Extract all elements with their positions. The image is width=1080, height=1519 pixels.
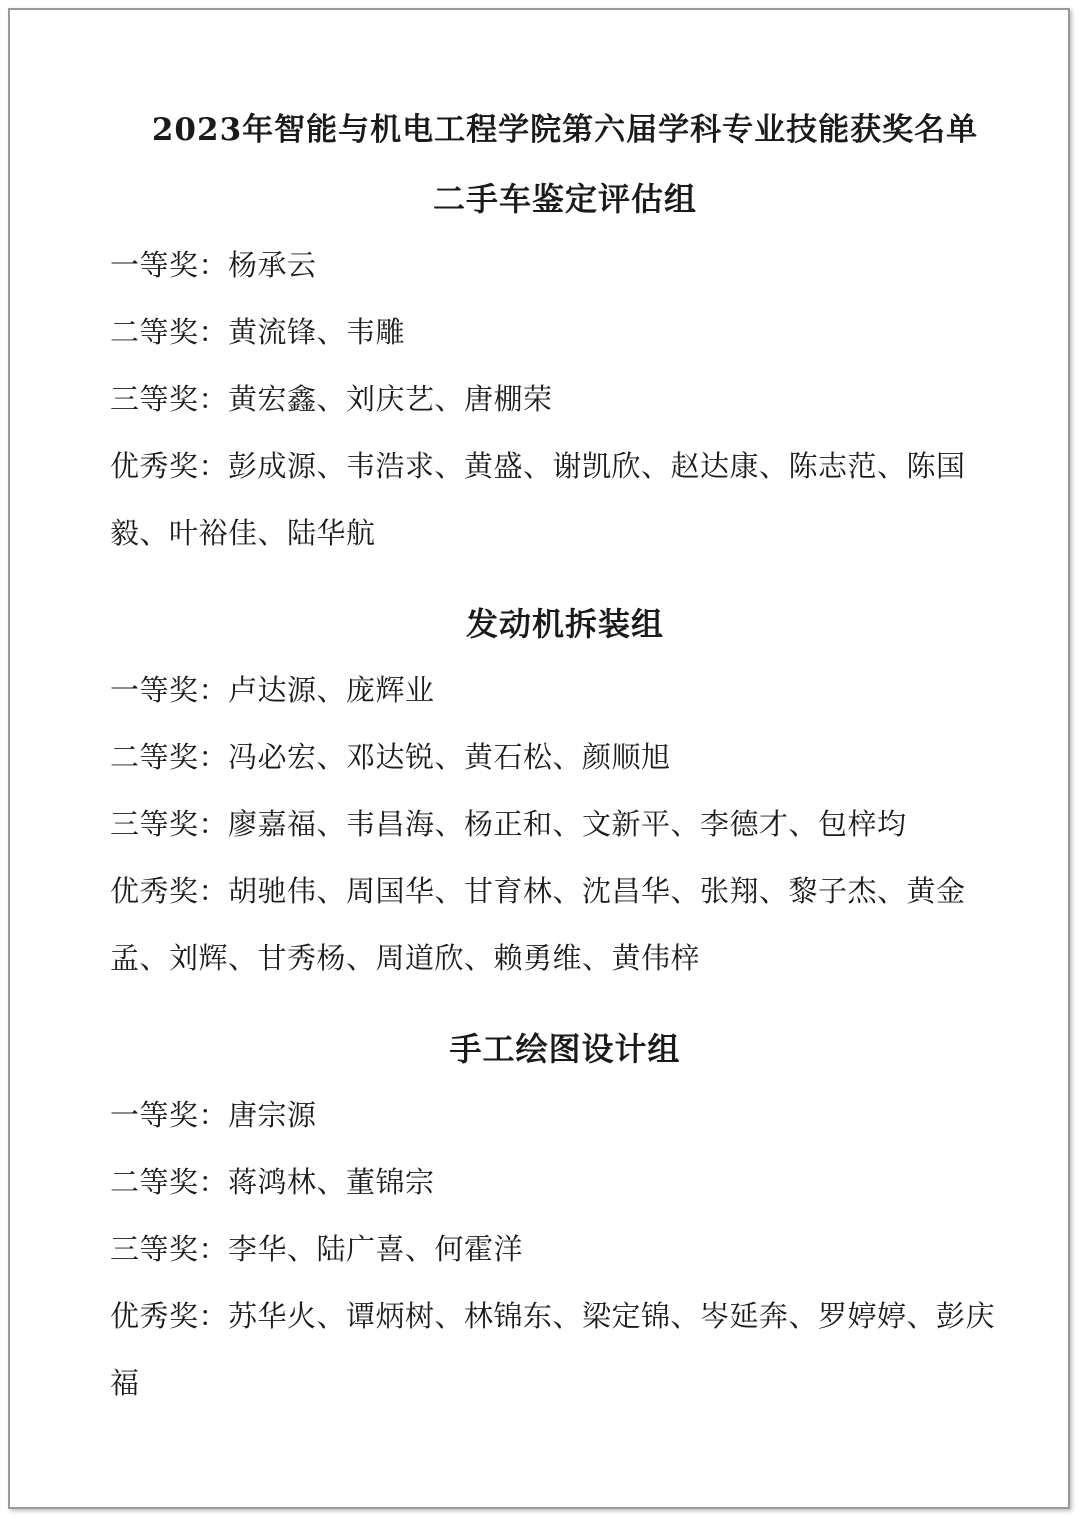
award-label: 二等奖： — [110, 315, 229, 349]
award-second-prize — [110, 299, 1020, 366]
award-names: 冯必宏、邓达锐、黄石松、颜顺旭 — [228, 740, 671, 774]
award-label: 优秀奖： — [110, 1299, 229, 1333]
section-hand-drawing-design — [110, 1026, 1020, 1417]
award-second-prize — [110, 1149, 1020, 1216]
section-title: 二手车鉴定评估组 — [432, 180, 697, 218]
award-label: 三等奖： — [110, 807, 229, 841]
award-first-prize — [110, 232, 1020, 299]
award-label: 优秀奖： — [110, 449, 229, 483]
section-engine-assembly — [110, 601, 1020, 992]
document-page — [8, 8, 1070, 1509]
award-excellence-prize — [110, 858, 1020, 992]
award-label: 三等奖： — [110, 382, 229, 416]
award-label: 二等奖： — [110, 740, 229, 774]
award-names: 李华、陆广喜、何霍洋 — [228, 1232, 524, 1266]
award-label: 一等奖： — [110, 1098, 229, 1132]
award-label: 一等奖： — [110, 673, 229, 707]
award-second-prize — [110, 724, 1020, 791]
award-first-prize — [110, 1082, 1020, 1149]
award-label: 二等奖： — [110, 1165, 229, 1199]
award-first-prize — [110, 657, 1020, 724]
award-names: 彭成源、韦浩求、黄盛、谢凯欣、赵达康、陈志范、陈国毅、叶裕佳、陆华航 — [110, 449, 966, 550]
award-names: 黄流锋、韦雕 — [228, 315, 406, 349]
award-names: 卢达源、庞辉业 — [228, 673, 435, 707]
award-names: 廖嘉福、韦昌海、杨正和、文新平、李德才、包梓均 — [228, 807, 907, 841]
award-excellence-prize — [110, 1283, 1020, 1417]
award-third-prize — [110, 1216, 1020, 1283]
award-names: 蒋鸿林、董锦宗 — [228, 1165, 435, 1199]
award-names: 胡驰伟、周国华、甘育林、沈昌华、张翔、黎子杰、黄金孟、刘辉、甘秀杨、周道欣、赖勇维、黄伟梓 — [110, 874, 966, 975]
section-title: 手工绘图设计组 — [449, 1030, 681, 1068]
section-title: 发动机拆装组 — [465, 605, 664, 643]
award-third-prize — [110, 791, 1020, 858]
award-third-prize — [110, 366, 1020, 433]
award-label: 一等奖： — [110, 248, 229, 282]
award-names: 苏华火、谭炳树、林锦东、梁定锦、岑延奔、罗婷婷、彭庆福 — [110, 1299, 996, 1400]
award-excellence-prize — [110, 433, 1020, 567]
award-names: 唐宗源 — [228, 1098, 317, 1132]
section-used-car-appraisal — [110, 176, 1020, 567]
document-title: 2023年智能与机电工程学院第六届学科专业技能获奖名单 — [151, 112, 979, 148]
award-label: 优秀奖： — [110, 874, 229, 908]
award-names: 杨承云 — [228, 248, 317, 282]
award-names: 黄宏鑫、刘庆艺、唐棚荣 — [228, 382, 553, 416]
award-label: 三等奖： — [110, 1232, 229, 1266]
document-content — [110, 108, 1020, 1417]
